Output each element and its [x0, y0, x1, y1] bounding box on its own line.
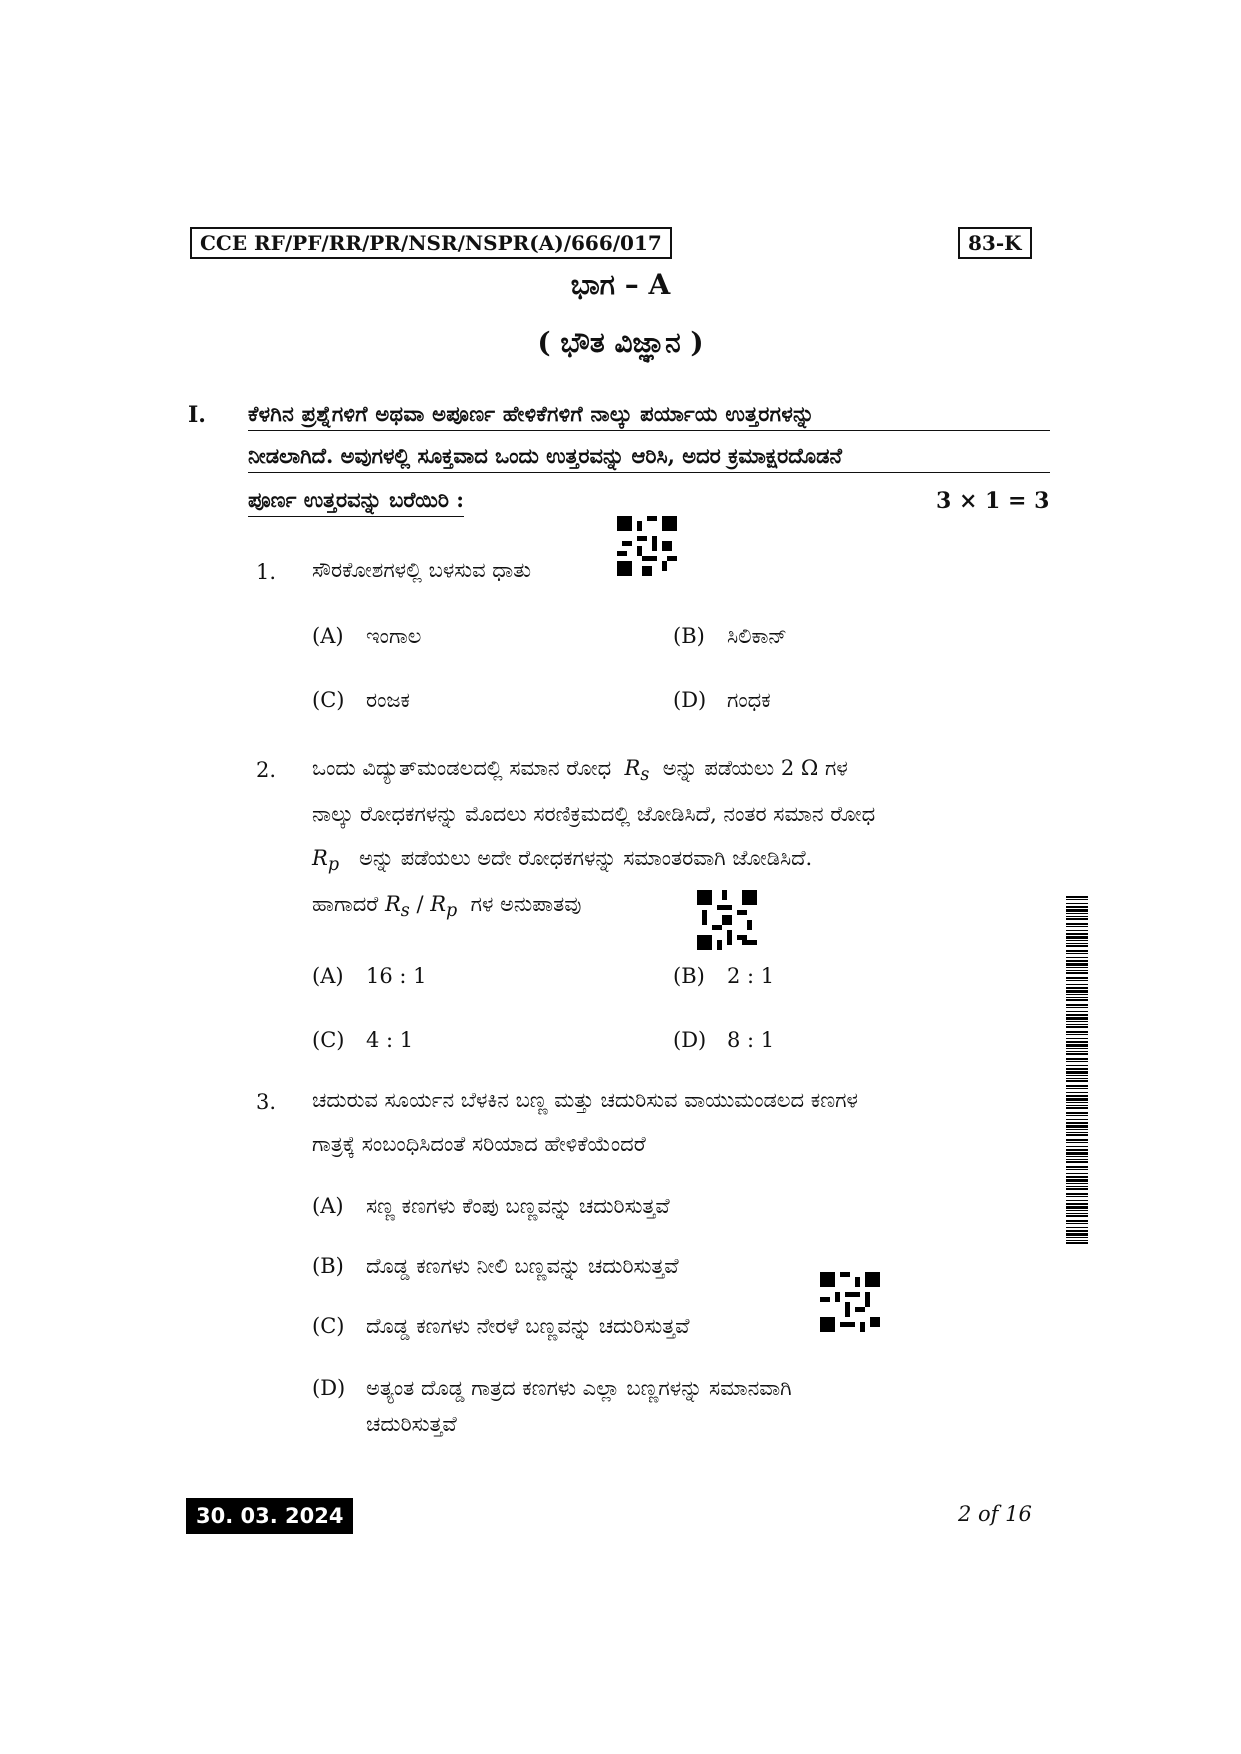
- qr-code-icon: [617, 516, 677, 576]
- section-subtitle: ( ಭೌತ ವಿಜ್ಞಾನ ): [537, 326, 704, 359]
- section-title: ಭಾಗ – A: [570, 268, 671, 301]
- question-3-option-d: (D) ಅತ್ಯಂತ ದೊಡ್ಡ ಗಾತ್ರದ ಕಣಗಳು ಎಲ್ಲಾ ಬಣ್ಣಗಳನ್ನು ಸಮಾನವಾಗಿ: [312, 1376, 792, 1400]
- question-2-line-4: ಹಾಗಾದರೆ $R_s / R_p$ ಗಳ ಅನುಪಾತವು: [312, 892, 582, 922]
- question-2-option-b: (B) 2 : 1: [673, 964, 775, 988]
- question-3-line-1: ಚದುರುವ ಸೂರ್ಯನ ಬೆಳಕಿನ ಬಣ್ಣ ಮತ್ತು ಚದುರಿಸುವ ವಾಯುಮಂಡಲದ ಕಣಗಳ: [312, 1088, 858, 1112]
- question-2-option-a: (A) 16 : 1: [312, 964, 427, 988]
- question-1-option-b: (B) ಸಿಲಿಕಾನ್: [673, 624, 787, 648]
- question-1-option-a: (A) ಇಂಗಾಲ: [312, 624, 422, 648]
- instruction-line-2: ನೀಡಲಾಗಿದೆ. ಅವುಗಳಲ್ಲಿ ಸೂಕ್ತವಾದ ಒಂದು ಉತ್ತರವನ್ನು ಆರಿಸಿ, ಅದರ ಕ್ರಮಾಕ್ಷರದೊಡನೆ: [248, 440, 1050, 473]
- question-2-line-2: ನಾಲ್ಕು ರೋಧಕಗಳನ್ನು ಮೊದಲು ಸರಣಿಕ್ರಮದಲ್ಲಿ ಜೋಡಿಸಿದೆ, ನಂತರ ಸಮಾನ ರೋಧ: [312, 802, 876, 826]
- instruction-marks: 3 × 1 = 3: [936, 488, 1050, 514]
- paper-number-box: 83-K: [958, 227, 1032, 259]
- barcode-icon: [1066, 896, 1088, 1244]
- question-3-number: 3.: [256, 1090, 277, 1114]
- question-2-option-c: (C) 4 : 1: [312, 1028, 414, 1052]
- page-number: 2 of 16: [958, 1502, 1032, 1526]
- qr-code-icon: [697, 890, 757, 950]
- question-1-option-c: (C) ರಂಜಕ: [312, 688, 410, 712]
- paper-code-box: CCE RF/PF/RR/PR/NSR/NSPR(A)/666/017: [190, 227, 672, 259]
- question-2-option-d: (D) 8 : 1: [673, 1028, 775, 1052]
- instruction-line-1: ಕೆಳಗಿನ ಪ್ರಶ್ನೆಗಳಿಗೆ ಅಥವಾ ಅಪೂರ್ಣ ಹೇಳಿಕೆಗಳಿಗೆ ನಾಲ್ಕು ಪರ್ಯಾಯ ಉತ್ತರಗಳನ್ನು: [248, 398, 1050, 431]
- question-3-option-a: (A) ಸಣ್ಣ ಕಣಗಳು ಕೆಂಪು ಬಣ್ಣವನ್ನು ಚದುರಿಸುತ್ತವೆ: [312, 1194, 670, 1218]
- question-2-line-1: ಒಂದು ವಿದ್ಯುತ್‌ಮಂಡಲದಲ್ಲಿ ಸಮಾನ ರೋಧ $R_s$ ಅನ್ನು ಪಡೆಯಲು 2 Ω ಗಳ: [312, 756, 848, 786]
- instruction-roman: I.: [188, 402, 206, 428]
- question-1-text: ಸೌರಕೋಶಗಳಲ್ಲಿ ಬಳಸುವ ಧಾತು: [312, 558, 532, 582]
- question-1-option-d: (D) ಗಂಧಕ: [673, 688, 771, 712]
- question-2-number: 2.: [256, 758, 277, 782]
- question-3-line-2: ಗಾತ್ರಕ್ಕೆ ಸಂಬಂಧಿಸಿದಂತೆ ಸರಿಯಾದ ಹೇಳಿಕೆಯೆಂದರೆ: [312, 1132, 646, 1156]
- question-2-line-3: $R_p$ ಅನ್ನು ಪಡೆಯಲು ಅದೇ ರೋಧಕಗಳನ್ನು ಸಮಾಂತರವಾಗಿ ಜೋಡಿಸಿದೆ.: [312, 846, 813, 876]
- question-3-option-d-line-2: ಚದುರಿಸುತ್ತವೆ: [366, 1412, 457, 1436]
- qr-code-icon: [820, 1272, 880, 1332]
- question-3-option-c: (C) ದೊಡ್ಡ ಕಣಗಳು ನೇರಳೆ ಬಣ್ಣವನ್ನು ಚದುರಿಸುತ್ತವೆ: [312, 1314, 690, 1338]
- question-1-number: 1.: [256, 560, 277, 584]
- instruction-line-3: ಪೂರ್ಣ ಉತ್ತರವನ್ನು ಬರೆಯಿರಿ :: [248, 484, 464, 517]
- question-3-option-b: (B) ದೊಡ್ಡ ಕಣಗಳು ನೀಲಿ ಬಣ್ಣವನ್ನು ಚದುರಿಸುತ್ತವೆ: [312, 1254, 679, 1278]
- exam-date-badge: 30. 03. 2024: [186, 1498, 353, 1534]
